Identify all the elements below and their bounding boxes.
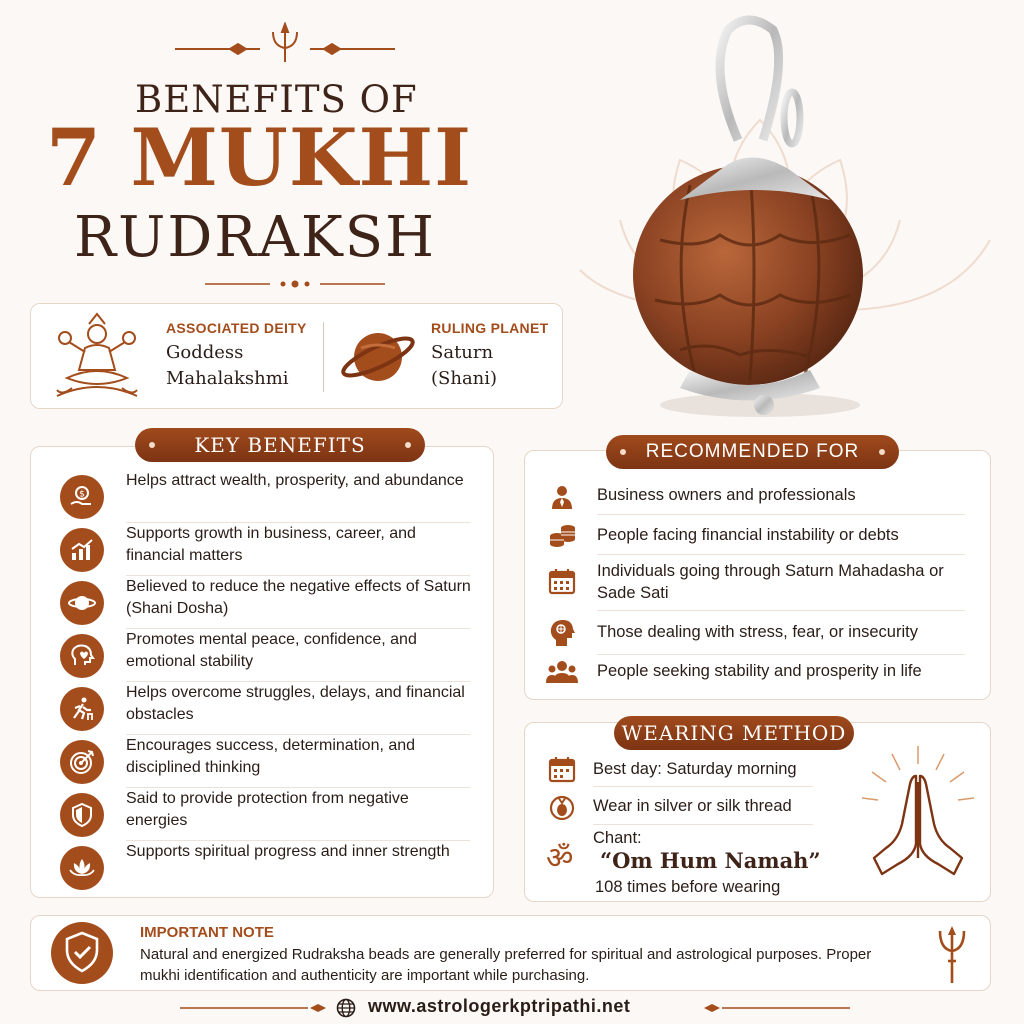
shield-check-icon [50,921,114,985]
benefit-text: Said to provide protection from negative energies [126,790,409,829]
footer-ornament-left [180,1003,330,1013]
benefit-text: Believed to reduce the negative effects of Saturn (Shani Dosha) [126,578,471,617]
calendar-icon [548,755,576,783]
website-link[interactable]: www.astrologerkptripathi.net [368,996,631,1016]
om-icon: ॐ [546,841,574,876]
group-people-icon [545,655,579,689]
key-benefits-title: KEY BENEFITS [194,433,366,457]
calendar-icon [545,564,579,598]
benefit-item [60,788,470,841]
recommended-item [545,519,965,557]
lotus-icon [60,846,104,890]
title-line-2: 7 MUKHI [46,111,473,204]
important-note-body: Natural and energized Rudraksha beads are generally preferred for spiritual and astrological purposes. Proper mukhi identification and authenticity are important while purchasing. [140,946,872,984]
recommended-item [545,657,965,689]
wearing-day: Best day: Saturday morning [593,760,797,778]
key-benefits-heading [135,428,425,462]
benefit-item [60,523,470,576]
recommended-text: People seeking stability and prosperity in life [597,662,922,680]
benefit-item [60,470,470,523]
benefit-text: Promotes mental peace, confidence, and emotional stability [126,631,417,670]
deity-label: ASSOCIATED DEITY [166,320,307,336]
wearing-title: WEARING METHOD [621,721,847,745]
growth-chart-icon [60,528,104,572]
benefit-item [60,735,470,788]
bead-thread-icon [549,793,575,821]
important-note-title: IMPORTANT NOTE [140,924,274,941]
footer-ornament-right [700,1003,850,1013]
recommended-item [545,560,965,612]
benefit-item [60,841,470,894]
benefit-text: Supports growth in business, career, and financial matters [126,525,416,564]
trishul-icon [936,925,968,985]
praying-hands-icon [858,742,978,892]
wearing-heading [614,716,854,750]
person-tie-icon [545,480,579,514]
coins-stack-icon [545,519,579,553]
money-hand-icon [60,475,104,519]
title-divider [205,278,385,290]
planet-name-line2: (Shani) [431,368,498,389]
planet-label: RULING PLANET [431,320,549,336]
recommended-text: Individuals going through Saturn Mahadasha or Sade Sati [597,562,944,602]
saturn-icon [60,581,104,625]
deity-planet-card [30,303,563,409]
benefit-text: Encourages success, determination, and disciplined thinking [126,737,416,776]
globe-icon [336,998,356,1018]
recommended-heading [606,435,899,469]
head-brain-icon [545,616,579,650]
deity-name-line2: Mahalakshmi [166,368,289,389]
chant-label: Chant: [593,829,642,847]
recommended-item [545,616,965,656]
benefit-item [60,576,470,629]
benefit-text: Supports spiritual progress and inner strength [126,843,450,860]
chant-times: 108 times before wearing [595,878,781,896]
benefit-item [60,682,470,735]
title-line-3: RUDRAKSH [74,205,436,270]
recommended-item [545,480,965,518]
recommended-text: Those dealing with stress, fear, or insecurity [597,623,918,641]
deity-name-line1: Goddess [166,342,244,363]
benefit-text: Helps overcome struggles, delays, and financial obstacles [126,684,465,723]
chant-mantra: “Om Hum Namah” [600,848,821,873]
rudraksh-pendant-image [560,10,1010,430]
recommended-text: Business owners and professionals [597,486,856,504]
saturn-planet-icon [339,318,417,396]
mahalakshmi-icon [47,308,147,406]
wearing-material: Wear in silver or silk thread [593,797,792,815]
recommended-title: RECOMMENDED FOR [645,441,860,462]
trishul-ornament [170,22,400,66]
benefit-item [60,629,470,682]
planet-name-line1: Saturn [431,342,494,363]
svg-text:$: $ [79,489,85,500]
mind-heart-icon [60,634,104,678]
recommended-text: People facing financial instability or debts [597,526,899,544]
card-divider [323,322,324,392]
hurdle-runner-icon [60,687,104,731]
title-line-1: BENEFITS OF [135,78,418,121]
target-icon [60,740,104,784]
benefit-text: Helps attract wealth, prosperity, and abundance [126,472,464,489]
shield-icon [60,793,104,837]
